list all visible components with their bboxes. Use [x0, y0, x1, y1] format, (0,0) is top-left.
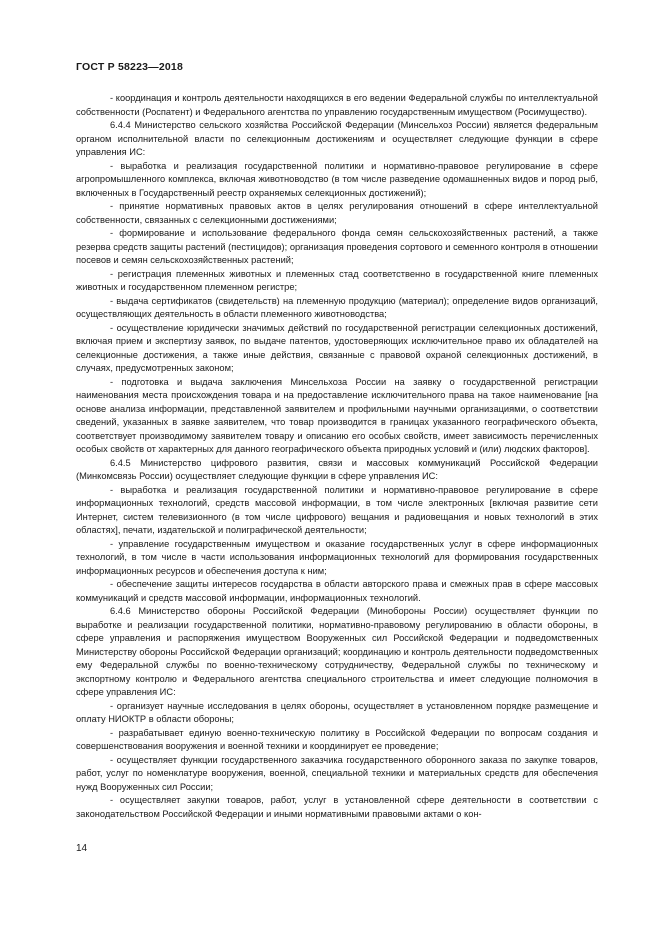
paragraph: - принятие нормативных правовых актов в целях регулирования отношений в сфере интеллектуальной собственности, связанных с селекционными достижениями; — [76, 201, 598, 225]
page-number: 14 — [76, 843, 88, 854]
paragraph: - формирование и использование федерального фонда семян сельскохозяйственных растений, а также резерва средств защиты растений (пестицидов); организация проведения сортового и семенного контроля в отношении посевов и семян сельскохозяйственных растений; — [76, 228, 598, 265]
paragraph: - подготовка и выдача заключения Минсельхоза России на заявку о государственной регистрации наименования места происхождения товара и на предоставление исключительного права на такое наименование [на основе анализа информации, представленной заявителем и профильными научными организациями, о соответствии сведений, указанных в заявке заявителем, что товар производится в границах указанного географического объекта, соответствует производимому заявителем товару и описанию его особых свойств, имеет зависимость перечисленных особых свойств от характерных для данного географического объекта природных условий и (или) людских факторов]. — [76, 376, 598, 454]
paragraph: - разрабатывает единую военно-техническую политику в Российской Федерации по вопросам создания и совершенствования вооружения и военной техники и координирует ее проведение; — [76, 727, 598, 751]
paragraph: 6.4.5 Министерство цифрового развития, связи и массовых коммуникаций Российской Федерации (Минкомсвязь России) осуществляет следующие функции в сфере управления ИС: — [76, 457, 598, 481]
document-body — [76, 92, 598, 821]
paragraph: 6.4.6 Министерство обороны Российской Федерации (Минобороны России) осуществляет функции по выработке и реализации государственной политики, нормативно-правовому регулированию в области обороны, в сфере управления и распоряжения имуществом Вооруженных сил Российской Федерации и подведомственных Министерству обороны Российской Федерации организаций; координацию и контроль деятельности подведомственных ему Федеральной службы по военно-техническому сотрудничеству, Федеральной службы по техническому и экспортному контролю и Федерального агентства специального строительства и имеет следующие полномочия в сфере управления ИС: — [76, 606, 598, 697]
paragraph: - регистрация племенных животных и племенных стад соответственно в государственной книге племенных животных и государственном племенном регистре; — [76, 268, 598, 292]
document-header: ГОСТ Р 58223—2018 — [76, 61, 184, 73]
paragraph: - осуществляет закупки товаров, работ, услуг в установленной сфере деятельности в соответствии с законодательством Российской Федерации и иными нормативными правовыми актами о кон- — [76, 795, 598, 819]
paragraph: - выдача сертификатов (свидетельств) на племенную продукцию (материал); определение видов организаций, осуществляющих деятельность в области племенного животноводства; — [76, 295, 598, 319]
paragraph: - управление государственным имуществом и оказание государственных услуг в сфере информационных технологий, в том числе в части использования информационных технологий для формирования государственных информационных ресурсов и обеспечения доступа к ним; — [76, 538, 598, 576]
paragraph: - выработка и реализация государственной политики и нормативно-правовое регулирование в сфере агропромышленного комплекса, включая животноводство (в том числе разведение одомашненных видов и пород рыб, включенных в Государственный реестр охраняемых селекционных достижений); — [76, 160, 598, 198]
paragraph: - организует научные исследования в целях обороны, осуществляет в установленном порядке размещение и оплату НИОКТР в области обороны; — [76, 700, 598, 724]
paragraph: - обеспечение защиты интересов государства в области авторского права и смежных прав в сфере массовых коммуникаций и средств массовой информации, информационных технологий. — [76, 579, 598, 603]
paragraph: - выработка и реализация государственной политики и нормативно-правовое регулирование в сфере информационных технологий, средств массовой информации, в том числе электронных [включая развитие сети Интернет, систем телевизионного (в том числе цифрового) вещания и радиовещания и новых технологий в этих областях], печати, издательской и полиграфической деятельности; — [76, 484, 598, 535]
paragraph: 6.4.4 Министерство сельского хозяйства Российской Федерации (Минсельхоз России) является федеральным органом исполнительной власти по селекционным достижениям и осуществляет следующие функции в сфере управления ИС: — [76, 120, 598, 157]
paragraph: - осуществляет функции государственного заказчика государственного оборонного заказа по закупке товаров, работ, услуг по номенклатуре вооружения, военной, специальной техники и материальных средств для обеспечения нужд Вооруженных сил России; — [76, 754, 598, 792]
paragraph: - координация и контроль деятельности находящихся в его ведении Федеральной службы по интеллектуальной собственности (Роспатент) и Федерального агентства по управлению государственным имуществом (Росимущество). — [76, 93, 598, 117]
paragraph: - осуществление юридически значимых действий по государственной регистрации селекционных достижений, включая прием и экспертизу заявок, по выдаче патентов, удостоверяющих исключительное право их обладателей на селекционные достижения, а также иные действия, связанные с правовой охраной селекционных достижений, в случаях, предусмотренных законом; — [76, 322, 598, 373]
